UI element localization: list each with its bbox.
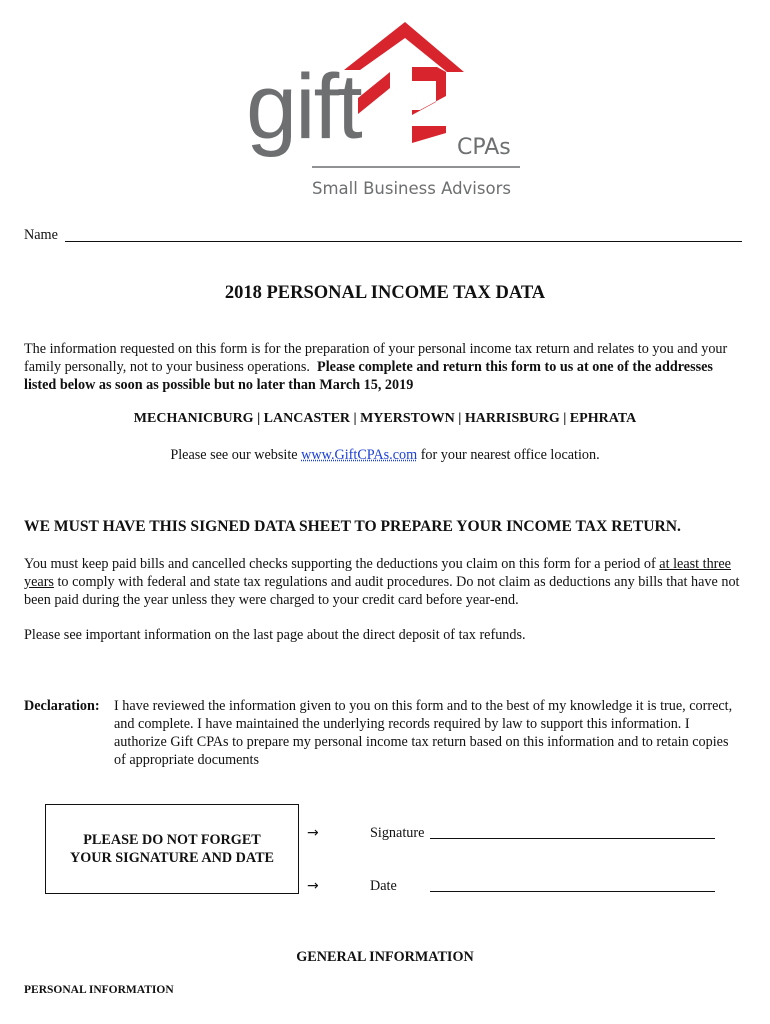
signature-label: Signature	[370, 825, 425, 841]
signature-input-line[interactable]	[430, 838, 715, 839]
direct-deposit-note: Please see important information on the last page about the direct deposit of tax refunds.	[24, 627, 526, 643]
signature-reminder-box	[45, 804, 299, 894]
website-suffix: for your nearest office location.	[420, 447, 600, 463]
website-line	[0, 446, 770, 464]
intro-instruction: Please complete and return this form to us at one of the addresses listed below as soon as possible but no later than March 15, 2019	[24, 359, 713, 393]
general-information-heading: GENERAL INFORMATION	[296, 949, 474, 965]
arrow-right-icon: →	[307, 825, 319, 841]
page-title: 2018 PERSONAL INCOME TAX DATA	[224, 283, 546, 303]
name-field-row	[24, 226, 744, 246]
date-label: Date	[370, 878, 397, 894]
gift-cpas-logo	[240, 18, 540, 203]
logo-suffix-text: CPAs	[457, 135, 511, 160]
website-link[interactable]: www.GiftCPAs.com	[301, 447, 418, 463]
date-input-line[interactable]	[430, 891, 715, 892]
keep-text-1: You must keep paid bills and cancelled checks supporting the deductions you claim on this form for a period of	[24, 556, 656, 572]
intro-paragraph	[24, 340, 748, 394]
keep-text-2: to comply with federal and state tax regulations and audit procedures. Do not claim as deductions any bills that have not been paid during the year unless they were charged to your credit card before year-end.	[24, 574, 740, 608]
logo-tagline: Small Business Advisors	[312, 179, 511, 198]
reminder-line-2: YOUR SIGNATURE AND DATE	[69, 850, 275, 866]
declaration-text: I have reviewed the information given to you on this form and to the best of my knowledge it is true, correct, and complete. I have maintained the underlying records required by law to support this information. I authorize Gift CPAs to prepare my personal income tax return based on this information and to retain copies of appropriate documents	[114, 698, 733, 768]
intro-text: The information requested on this form is for the preparation of your personal income tax return and relates to you and your family personally, not to your business operations.	[24, 341, 728, 375]
personal-information-heading: PERSONAL INFORMATION	[24, 984, 174, 996]
reminder-line-1: PLEASE DO NOT FORGET	[83, 832, 261, 848]
website-prefix: Please see our website	[170, 447, 298, 463]
arrow-right-icon: →	[307, 878, 319, 894]
name-label: Name	[24, 227, 58, 243]
name-input-line[interactable]	[65, 241, 742, 242]
office-locations: MECHANICBURG | LANCASTER | MYERSTOWN | HARRISBURG | EPHRATA	[133, 411, 637, 426]
declaration-label: Declaration:	[24, 698, 100, 714]
logo-brand-text: gift	[246, 56, 361, 158]
record-keeping-paragraph	[24, 555, 748, 609]
house-mark-icon	[344, 22, 464, 143]
signed-sheet-heading: WE MUST HAVE THIS SIGNED DATA SHEET TO PREPARE YOUR INCOME TAX RETURN.	[24, 518, 681, 535]
keep-underlined: at least three years	[24, 556, 731, 590]
